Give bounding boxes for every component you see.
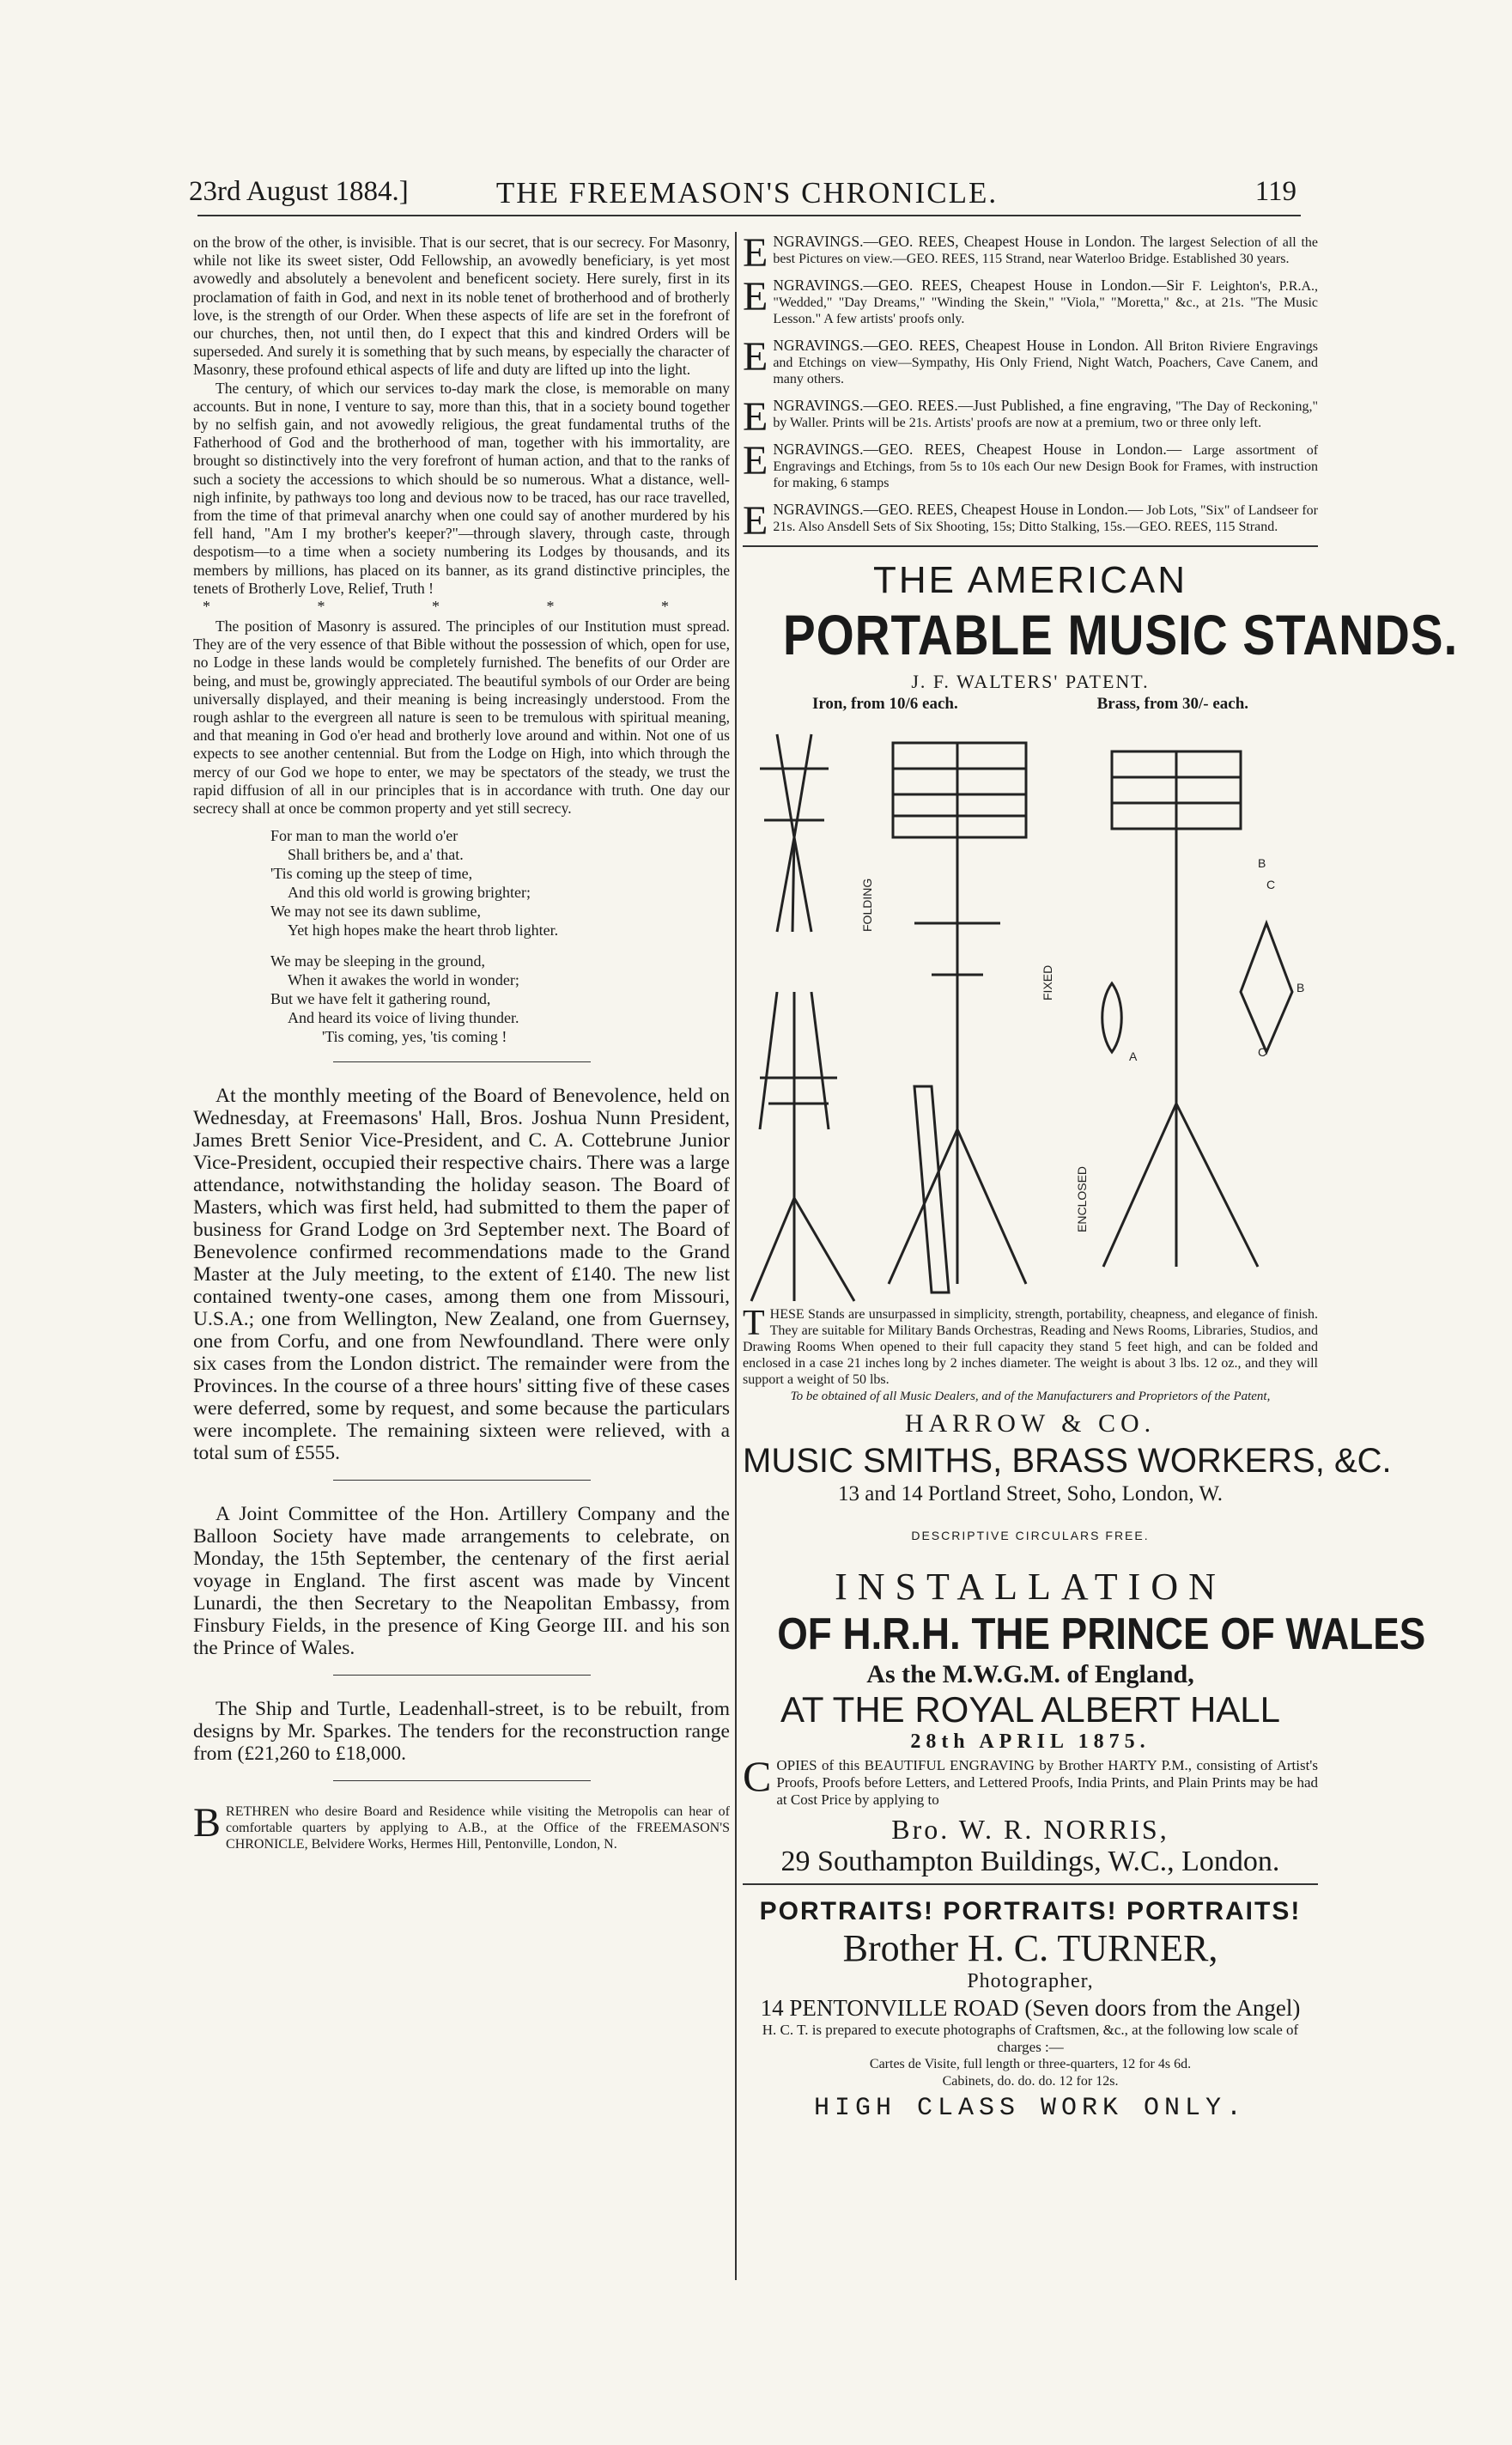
sermon-paragraph-2: The century, of which our services to-day mark the close, is memorable on many accounts. But in none, I venture to say, more than this, that in a society bound together by no selfish gain, and not avowedly religious, the great fundamental truths of the Fatherhood of God and the brotherhood of man, together with his immortality, are brought so distinctively into the very forefront of human action, and that to the ranks of such a society the accessions to which should be so numerous. What a distance, well-nigh infinite, by pathways too long and devious now to be traced, has our race travelled, from the time of that primeval anarchy when one could say of another murdered by his fell hand, "Am I my brother's keeper?"—through slavery, through caste, through despotism—to a time when a society numbering its Lodges by thousands, and its members by millions, has placed on its banner, as its grand distinctive principles, the tenets of Brotherly Love, Relief, Truth ! xyxy=(193,379,730,597)
ship-turtle-article: The Ship and Turtle, Leadenhall-street, is to be rebuilt, from designs by Mr. Sparkes. The tenders for the reconstruction range from (£21,260 to £18,000. xyxy=(193,1698,730,1766)
obtainable-note: To be obtained of all Music Dealers, and of the Manufacturers and Proprietors of the Patent, xyxy=(790,1390,1271,1403)
brethren-text: RETHREN who desire Board and Residence while visiting the Metropolis can hear of comfortable quarters by applying to A.B., at the Office of the FREEMASON'S CHRONICLE, Belvidere Works, Hermes Hill, Pentonville, London, N. xyxy=(226,1804,730,1852)
poem xyxy=(270,826,730,1046)
label-a: A xyxy=(1129,1049,1138,1063)
right-column xyxy=(743,230,1459,2123)
engravings-advert xyxy=(743,334,1319,387)
journal-title: THE FREEMASON'S CHRONICLE. xyxy=(495,176,999,210)
poem-line: We may not see its dawn sublime, xyxy=(270,903,482,921)
portland-address: 13 and 14 Portland Street, Soho, London, W. xyxy=(838,1482,1223,1505)
advert-heading: NGRAVINGS.—GEO. REES, Cheapest House in London. All xyxy=(773,337,1163,354)
harrow-name: HARROW & CO. xyxy=(904,1409,1157,1438)
right-stand-drawing xyxy=(1103,751,1258,1267)
drop-cap: B xyxy=(193,1800,222,1846)
stands-text: HESE Stands are unsurpassed in simplicity, strength, portability, cheapness, and elegance of finish. They are suitable for Military Bands Orchestras, Reading and News Rooms, Libraries, Studios, and Drawing Rooms When opened to their full capacity they stand 5 feet high, and can be folded and enclosed in a case 21 inches long by 2 inches diameter. The weight is about 3 lbs. 12 oz., and they will support a weight of 50 lbs. xyxy=(743,1307,1318,1387)
portraits-heading: PORTRAITS! PORTRAITS! PORTRAITS! xyxy=(759,1897,1302,1925)
poem-line: But we have felt it gathering round, xyxy=(270,990,491,1008)
advert-heading: NGRAVINGS.—GEO. REES.—Just Published, a fine engraving, xyxy=(773,397,1172,414)
label-c-detail: C xyxy=(1258,1045,1267,1059)
brethren-advert xyxy=(193,1800,730,1852)
separator xyxy=(333,1061,591,1062)
enclosed-label: ENCLOSED xyxy=(1075,1165,1089,1232)
advert-body: largest Selection of all the best Pictures on view.—GEO. REES, 115 Strand, near Waterloo Bridge. Established 30 years. xyxy=(773,235,1319,266)
fixed-label: FIXED xyxy=(1041,964,1054,1001)
patent-line: J. F. WALTERS' PATENT. xyxy=(911,671,1150,692)
drop-cap: E xyxy=(743,394,768,440)
cabinets-price: Cabinets, do. do. do. 12 for 12s. xyxy=(942,2074,1119,2089)
label-b-detail: B xyxy=(1296,981,1305,994)
engravings-advert xyxy=(743,274,1318,327)
advert-body: Job Lots, "Six" of Landseer for 21s. Also Ansdell Sets of Six Shooting, 15s; Ditto Stalking, 15s.—GEO. REES, 115 Strand. xyxy=(773,503,1319,534)
high-class-work: HIGH CLASS WORK ONLY. xyxy=(813,2094,1248,2123)
poem-line: Shall brithers be, and a' that. xyxy=(288,846,464,864)
folding-label: FOLDING xyxy=(860,878,874,932)
advert-body: "The Day of Reckoning," by Waller. Prints will be 21s. Artists' proofs are now at a premium, two or three only left. xyxy=(773,399,1318,430)
issue-date: 23rd August 1884.] xyxy=(189,176,409,207)
page-header xyxy=(189,176,1296,216)
american-heading: THE AMERICAN xyxy=(872,559,1188,601)
drop-cap: E xyxy=(743,438,768,484)
folding-stand-drawing xyxy=(760,734,829,932)
separator xyxy=(333,1480,591,1481)
advert-body: Briton Riviere Engravings and Etchings on view—Sympathy, His Only Friend, Night Watch, Poachers, Cave Canem, and many others. xyxy=(773,339,1319,386)
cartes-price: Cartes de Visite, full length or three-quarters, 12 for 4s 6d. xyxy=(869,2057,1192,2071)
detail-a-drawing xyxy=(1102,983,1122,1052)
engravings-advert xyxy=(743,230,1319,276)
advert-rule xyxy=(743,1883,1318,1885)
separator xyxy=(333,1780,591,1781)
southampton-address: 29 Southampton Buildings, W.C., London. xyxy=(780,1846,1280,1877)
norris-name: Bro. W. R. NORRIS, xyxy=(891,1814,1169,1845)
advert-body: F. Leighton's, P.R.A., "Wedded," "Day Dreams," "Winding the Skein," "Viola," "Moretta," &c., at 21s. "The Music Lesson." A few artists' proofs only. xyxy=(773,279,1318,326)
sermon-paragraph-3: The position of Masonry is assured. The principles of our Institution must spread. They are of the very essence of that Bible without the possession of which, open for use, no Lodge in these lands would be completely furnished. The benefits of our Order are being, and must be, growingly appreciated. The beautiful symbols of our Order are being universally displayed, and their meaning is being increasingly understood. From the rough ashlar to the evergreen all nature is seen to be tremulous with spiritual meaning, and that meaning in God o'er head and brotherly love around and within. Not one of us expects to see another centennial. But from the Lodge on High, into which through the mercy of our God we hope to enter, we may be spectators of the steady, we trust the rapid diffusion of all in our principles that is in accordance with truth. One day our secrecy shall at once be common property and yet still secrecy. xyxy=(193,617,730,818)
engravings-advert xyxy=(743,394,1318,440)
column-divider xyxy=(735,232,737,2280)
drop-cap: E xyxy=(743,498,768,544)
poem-line: We may be sleeping in the ground, xyxy=(270,952,485,970)
brass-price: Brass, from 30/- each. xyxy=(1096,695,1249,713)
drop-cap: E xyxy=(743,334,768,380)
poem-line: Yet high hopes make the heart throb lighter. xyxy=(288,921,559,940)
advert-heading: NGRAVINGS.—GEO. REES, Cheapest House in London.— xyxy=(773,501,1144,518)
music-stands-illustration xyxy=(743,717,1318,1301)
installation-date: 28th APRIL 1875. xyxy=(910,1730,1151,1753)
poem-line: 'Tis coming up the steep of time, xyxy=(270,865,473,883)
royal-albert-hall-line: AT THE ROYAL ALBERT HALL xyxy=(780,1689,1281,1730)
engravings-adverts xyxy=(743,230,1319,544)
iron-price: Iron, from 10/6 each. xyxy=(811,695,958,713)
benevolence-article: At the monthly meeting of the Board of Benevolence, held on Wednesday, at Freemasons' Hall, Bros. Joshua Nunn President, James Brett Senior Vice-President, and C. A. Cottebrune Junior Vice-President, occupied their respective chairs. There was a large attendance, notwithstanding the holiday season. The Board of Masters, which was first held, had submitted to them the paper of business for Grand Lodge on 3rd September next. The Board of Benevolence confirmed recommendations made to the Grand Master at the July meeting, to the extent of £140. The new list contained twenty-one cases, among them one from Missouri, U.S.A.; one from Wellington, New Zealand, one from Guernsey, one from Corfu, and one from Newfoundland. There were only six cases from the London district. The remainder were from the Provinces. In the course of a three hours' sitting five of these cases were deferred, some by request, and some because the particulars were incomplete. The remaining sixteen were relieved, with a total sum of £555. xyxy=(193,1085,730,1465)
engravings-advert xyxy=(743,438,1319,491)
engravings-advert xyxy=(743,498,1319,544)
music-stands-heading: PORTABLE MUSIC STANDS. xyxy=(782,603,1459,666)
header-rule xyxy=(197,215,1301,216)
balloon-article: A Joint Committee of the Hon. Artillery Company and the Balloon Society have made arrangements to celebrate, on Monday, the 15th September, the centenary of the first aerial voyage in England. The first ascent was made by Vincent Lunardi, the then Secretary to the Neapolitan Embassy, from Finsbury Fields, in the presence of King George III. and his son the Prince of Wales. xyxy=(193,1503,730,1660)
advert-rule xyxy=(743,545,1318,547)
main-stand-drawing xyxy=(889,743,1026,1284)
sermon-paragraph-1: on the brow of the other, is invisible. That is our secret, that is our secrecy. For Masonry, while not like its sweet sister, Odd Fellowship, an avowedly beneficiary, is yet most avowedly and absolutely a benevolent and beneficent society. Here surely, first in its proclamation of faith in God, and next in its noble tenet of brotherhood and of brotherly love, is the strength of our Order. When these aspects of life are set in the forefront of our churches, then, not until then, do I expect that this and kindred Orders will be superseded. And surely it is something that by such means, by especially the character of Masonry, these profound ethical aspects of life and duty are lifted up into the light. xyxy=(193,234,730,379)
section-stars: * * * * * xyxy=(203,598,720,616)
poem-line: For man to man the world o'er xyxy=(270,827,458,845)
detail-b-drawing xyxy=(1241,923,1292,1052)
copies-advert xyxy=(743,1752,1318,1809)
advert-heading: NGRAVINGS.—GEO. REES, Cheapest House in London. The xyxy=(773,233,1164,250)
advert-heading: NGRAVINGS.—GEO. REES, Cheapest House in London.—Sir xyxy=(773,277,1184,294)
label-c-top: C xyxy=(1266,878,1276,891)
stands-description xyxy=(743,1306,1318,1388)
poem-line: And this old world is growing brighter; xyxy=(288,884,531,902)
installation-heading: INSTALLATION xyxy=(835,1566,1226,1608)
circulars-note: DESCRIPTIVE CIRCULARS FREE. xyxy=(911,1529,1150,1542)
drop-cap: E xyxy=(743,274,768,319)
advert-heading: NGRAVINGS.—GEO. REES, Cheapest House in London.— xyxy=(773,441,1182,458)
prince-of-wales-heading: OF H.R.H. THE PRINCE OF WALES xyxy=(777,1609,1426,1659)
drop-cap: E xyxy=(743,230,768,276)
price-line xyxy=(743,695,1318,714)
hct-note: H. C. T. is prepared to execute photographs of Craftsmen, &c., at the following low scale of charges :— xyxy=(762,2022,1299,2055)
label-b-top: B xyxy=(1258,856,1266,870)
advert-body: Large assortment of Engravings and Etchings, from 5s to 10s each Our new Design Book for Frames, with instruction for making, 6 stamps xyxy=(773,443,1319,490)
poem-line: And heard its voice of living thunder. xyxy=(288,1009,519,1027)
copies-text: OPIES of this BEAUTIFUL ENGRAVING by Brother HARTY P.M., consisting of Artist's Proofs, Proofs before Letters, and Lettered Proofs, India Prints, and Plain Prints may be had at Cost Price by applying to xyxy=(776,1757,1318,1808)
separator xyxy=(333,1675,591,1676)
collapsed-stand-drawing xyxy=(751,992,854,1301)
drop-cap: C xyxy=(743,1752,772,1800)
page-number: 119 xyxy=(1254,176,1296,207)
left-column xyxy=(193,234,730,1863)
music-smiths-line: MUSIC SMITHS, BRASS WORKERS, &C. xyxy=(743,1442,1392,1480)
mwgm-line: As the M.W.G.M. of England, xyxy=(866,1660,1194,1688)
drop-cap: T xyxy=(743,1304,765,1343)
photographer-line: Photographer, xyxy=(967,1970,1094,1992)
turner-name: Brother H. C. TURNER, xyxy=(842,1927,1218,1969)
poem-line: When it awakes the world in wonder; xyxy=(288,971,519,989)
pentonville-address: 14 PENTONVILLE ROAD (Seven doors from the Angel) xyxy=(760,1995,1301,2021)
poem-line: 'Tis coming, yes, 'tis coming ! xyxy=(322,1028,507,1046)
